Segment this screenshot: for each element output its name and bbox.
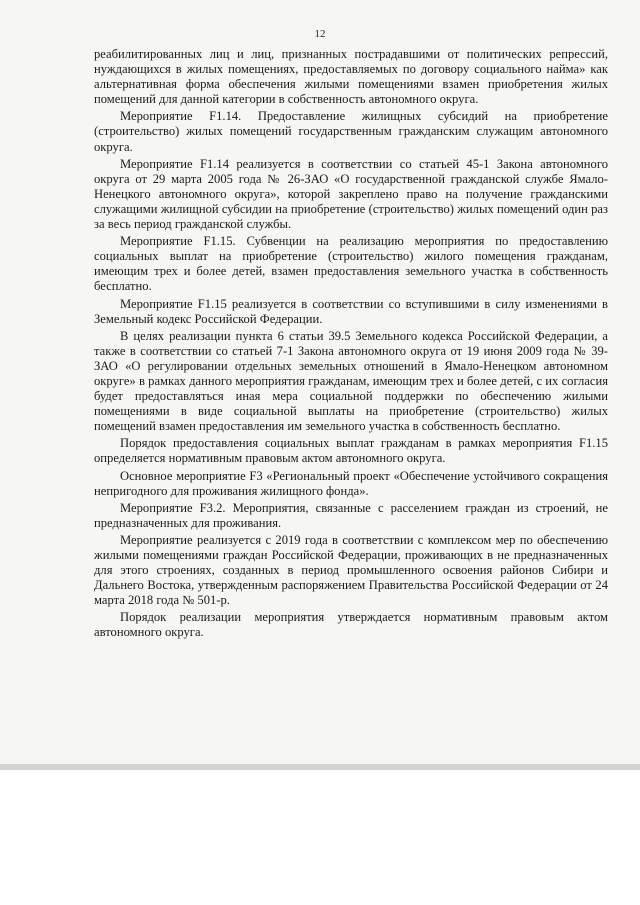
paragraph-5: Мероприятие F1.15 реализуется в соответствии со вступившими в силу изменениями в Земельный кодекс Российской Федерации. [94, 296, 608, 326]
paragraph-1: реабилитированных лиц и лиц, признанных пострадавшими от политических репрессий, нуждающихся в жилых помещениях, предоставляемых по договору социального найма» как альтернативная форма обеспечения жилыми помещениями взамен приобретения жилых помещений для данной категории в собственность автономного округа. [94, 47, 608, 107]
paragraph-2: Мероприятие F1.14. Предоставление жилищных субсидий на приобретение (строительство) жилых помещений государственным гражданским служащим автономного округа. [94, 109, 608, 154]
paragraph-3: Мероприятие F1.14 реализуется в соответствии со статьей 45-1 Закона автономного округа от 29 марта 2005 года № 26-ЗАО «О государственной гражданской службе Ямало-Ненецкого автономного округа», которой закреплено право на получение гражданскими служащими жилищной субсидии на приобретение (строительство) жилых помещений один раз за весь период гражданской службы. [94, 156, 608, 232]
document-body [94, 47, 608, 643]
page-number: 12 [314, 28, 326, 40]
paragraph-8: Основное мероприятие F3 «Региональный проект «Обеспечение устойчивого сокращения непригодного для проживания жилищного фонда». [94, 468, 608, 498]
paragraph-9: Мероприятие F3.2. Мероприятия, связанные с расселением граждан из строений, не предназначенных для проживания. [94, 500, 608, 530]
paragraph-10: Мероприятие реализуется с 2019 года в соответствии с комплексом мер по обеспечению жилыми помещениями граждан Российской Федерации, проживающих в не предназначенных для этого строениях, созданных в период промышленного освоения районов Сибири и Дальнего Востока, утвержденным распоряжением Правительства Российской Федерации от 24 марта 2018 года № 501-р. [94, 532, 608, 608]
paragraph-7: Порядок предоставления социальных выплат гражданам в рамках мероприятия F1.15 определяется нормативным правовым актом автономного округа. [94, 436, 608, 466]
paragraph-6: В целях реализации пункта 6 статьи 39.5 Земельного кодекса Российской Федерации, а также в соответствии со статьей 7-1 Закона автономного округа от 19 июня 2009 года № 39-ЗАО «О регулировании отдельных земельных отношений в Ямало-Ненецком автономном округе» в рамках данного мероприятия гражданам, имеющим трех и более детей, с их согласия будет предоставляться иная мера социальной поддержки по обеспечению жилыми помещениями в виде социальной выплаты на приобретение (строительство) жилых помещений взамен предоставления им земельного участка в собственность бесплатно. [94, 328, 608, 434]
paragraph-11: Порядок реализации мероприятия утверждается нормативным правовым актом автономного округа. [94, 610, 608, 640]
paragraph-4: Мероприятие F1.15. Субвенции на реализацию мероприятия по предоставлению социальных выплат на приобретение (строительство) жилого помещения гражданам, имеющим трех и более детей, взамен предоставления земельного участка в собственность бесплатно. [94, 234, 608, 294]
